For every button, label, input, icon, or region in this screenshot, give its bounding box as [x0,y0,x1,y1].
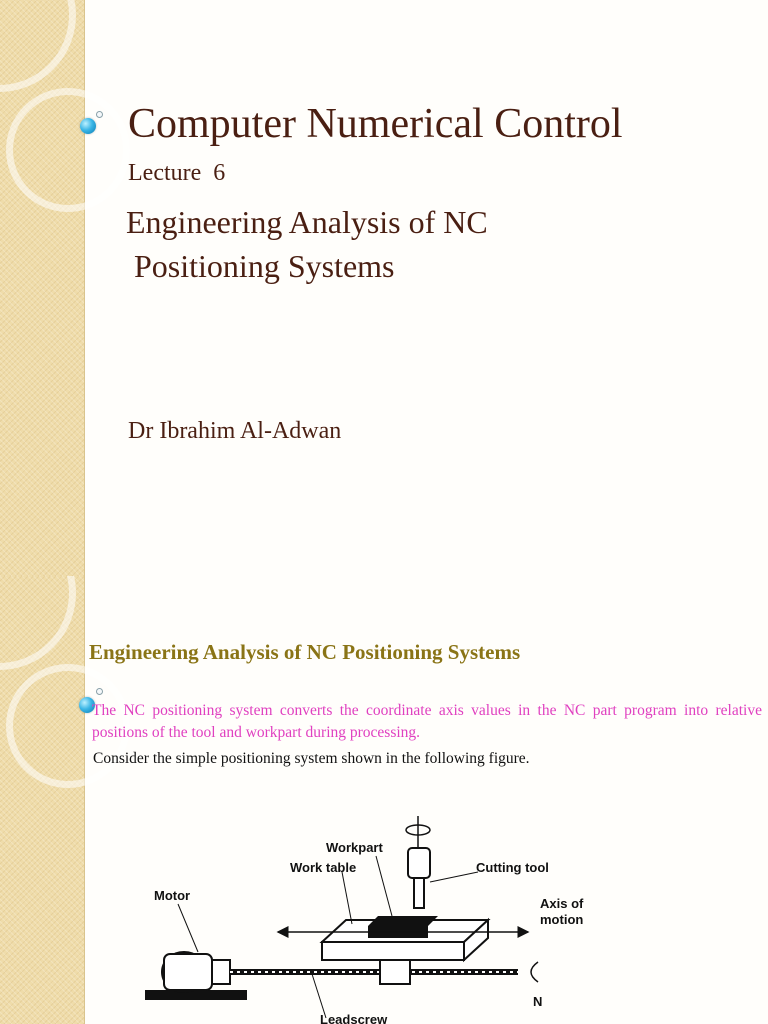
leader-line [376,856,392,916]
bullet-accent-icon [96,688,103,695]
content-slide [0,576,768,1024]
section-heading: Engineering Analysis of NC Positioning Systems [89,640,521,664]
bullet-accent-icon [96,111,103,118]
label-motor: Motor [154,888,191,903]
leader-line [178,904,198,952]
decorative-sidebar [0,0,85,576]
positioning-system-figure [140,812,610,1024]
label-n: N [533,994,543,1009]
work-table [322,942,464,960]
author-name: Dr Ibrahim Al-Adwan [128,418,342,444]
motor-base [145,990,247,1000]
workpart-icon [368,916,438,926]
label-cutting-tool: Cutting tool [476,860,549,875]
slide-subtitle: Engineering Analysis of NC Positioning Systems [126,204,488,284]
label-work-table: Work table [290,860,357,875]
decorative-ring [6,88,130,212]
rotation-arrow-icon [531,962,538,982]
motor-collar [212,960,230,984]
leader-line [430,872,478,882]
cutting-tool-icon [408,848,430,878]
slide-title: Computer Numerical Control [128,101,623,147]
bullet-icon [80,118,96,134]
decorative-sidebar [0,576,85,1024]
bullet-paragraph: The NC positioning system converts the coordinate axis values in the NC part program into relative positions of the tool and workpart during processing. [92,702,762,741]
label-workpart: Workpart [326,840,383,855]
leadscrew-nut [380,960,410,984]
label-axis-of-motion-2: motion [540,912,584,927]
cutting-tool-tip [414,878,424,908]
body-paragraph: Consider the simple positioning system shown in the following figure. [93,750,530,767]
decorative-ring [0,576,76,670]
lecture-number: Lecture 6 [128,160,226,186]
leader-line [342,872,352,924]
motor-housing [164,954,212,990]
label-axis-of-motion: Axis of [540,896,584,911]
label-leadscrew: Leadscrew [320,1012,388,1024]
decorative-ring [0,0,76,92]
